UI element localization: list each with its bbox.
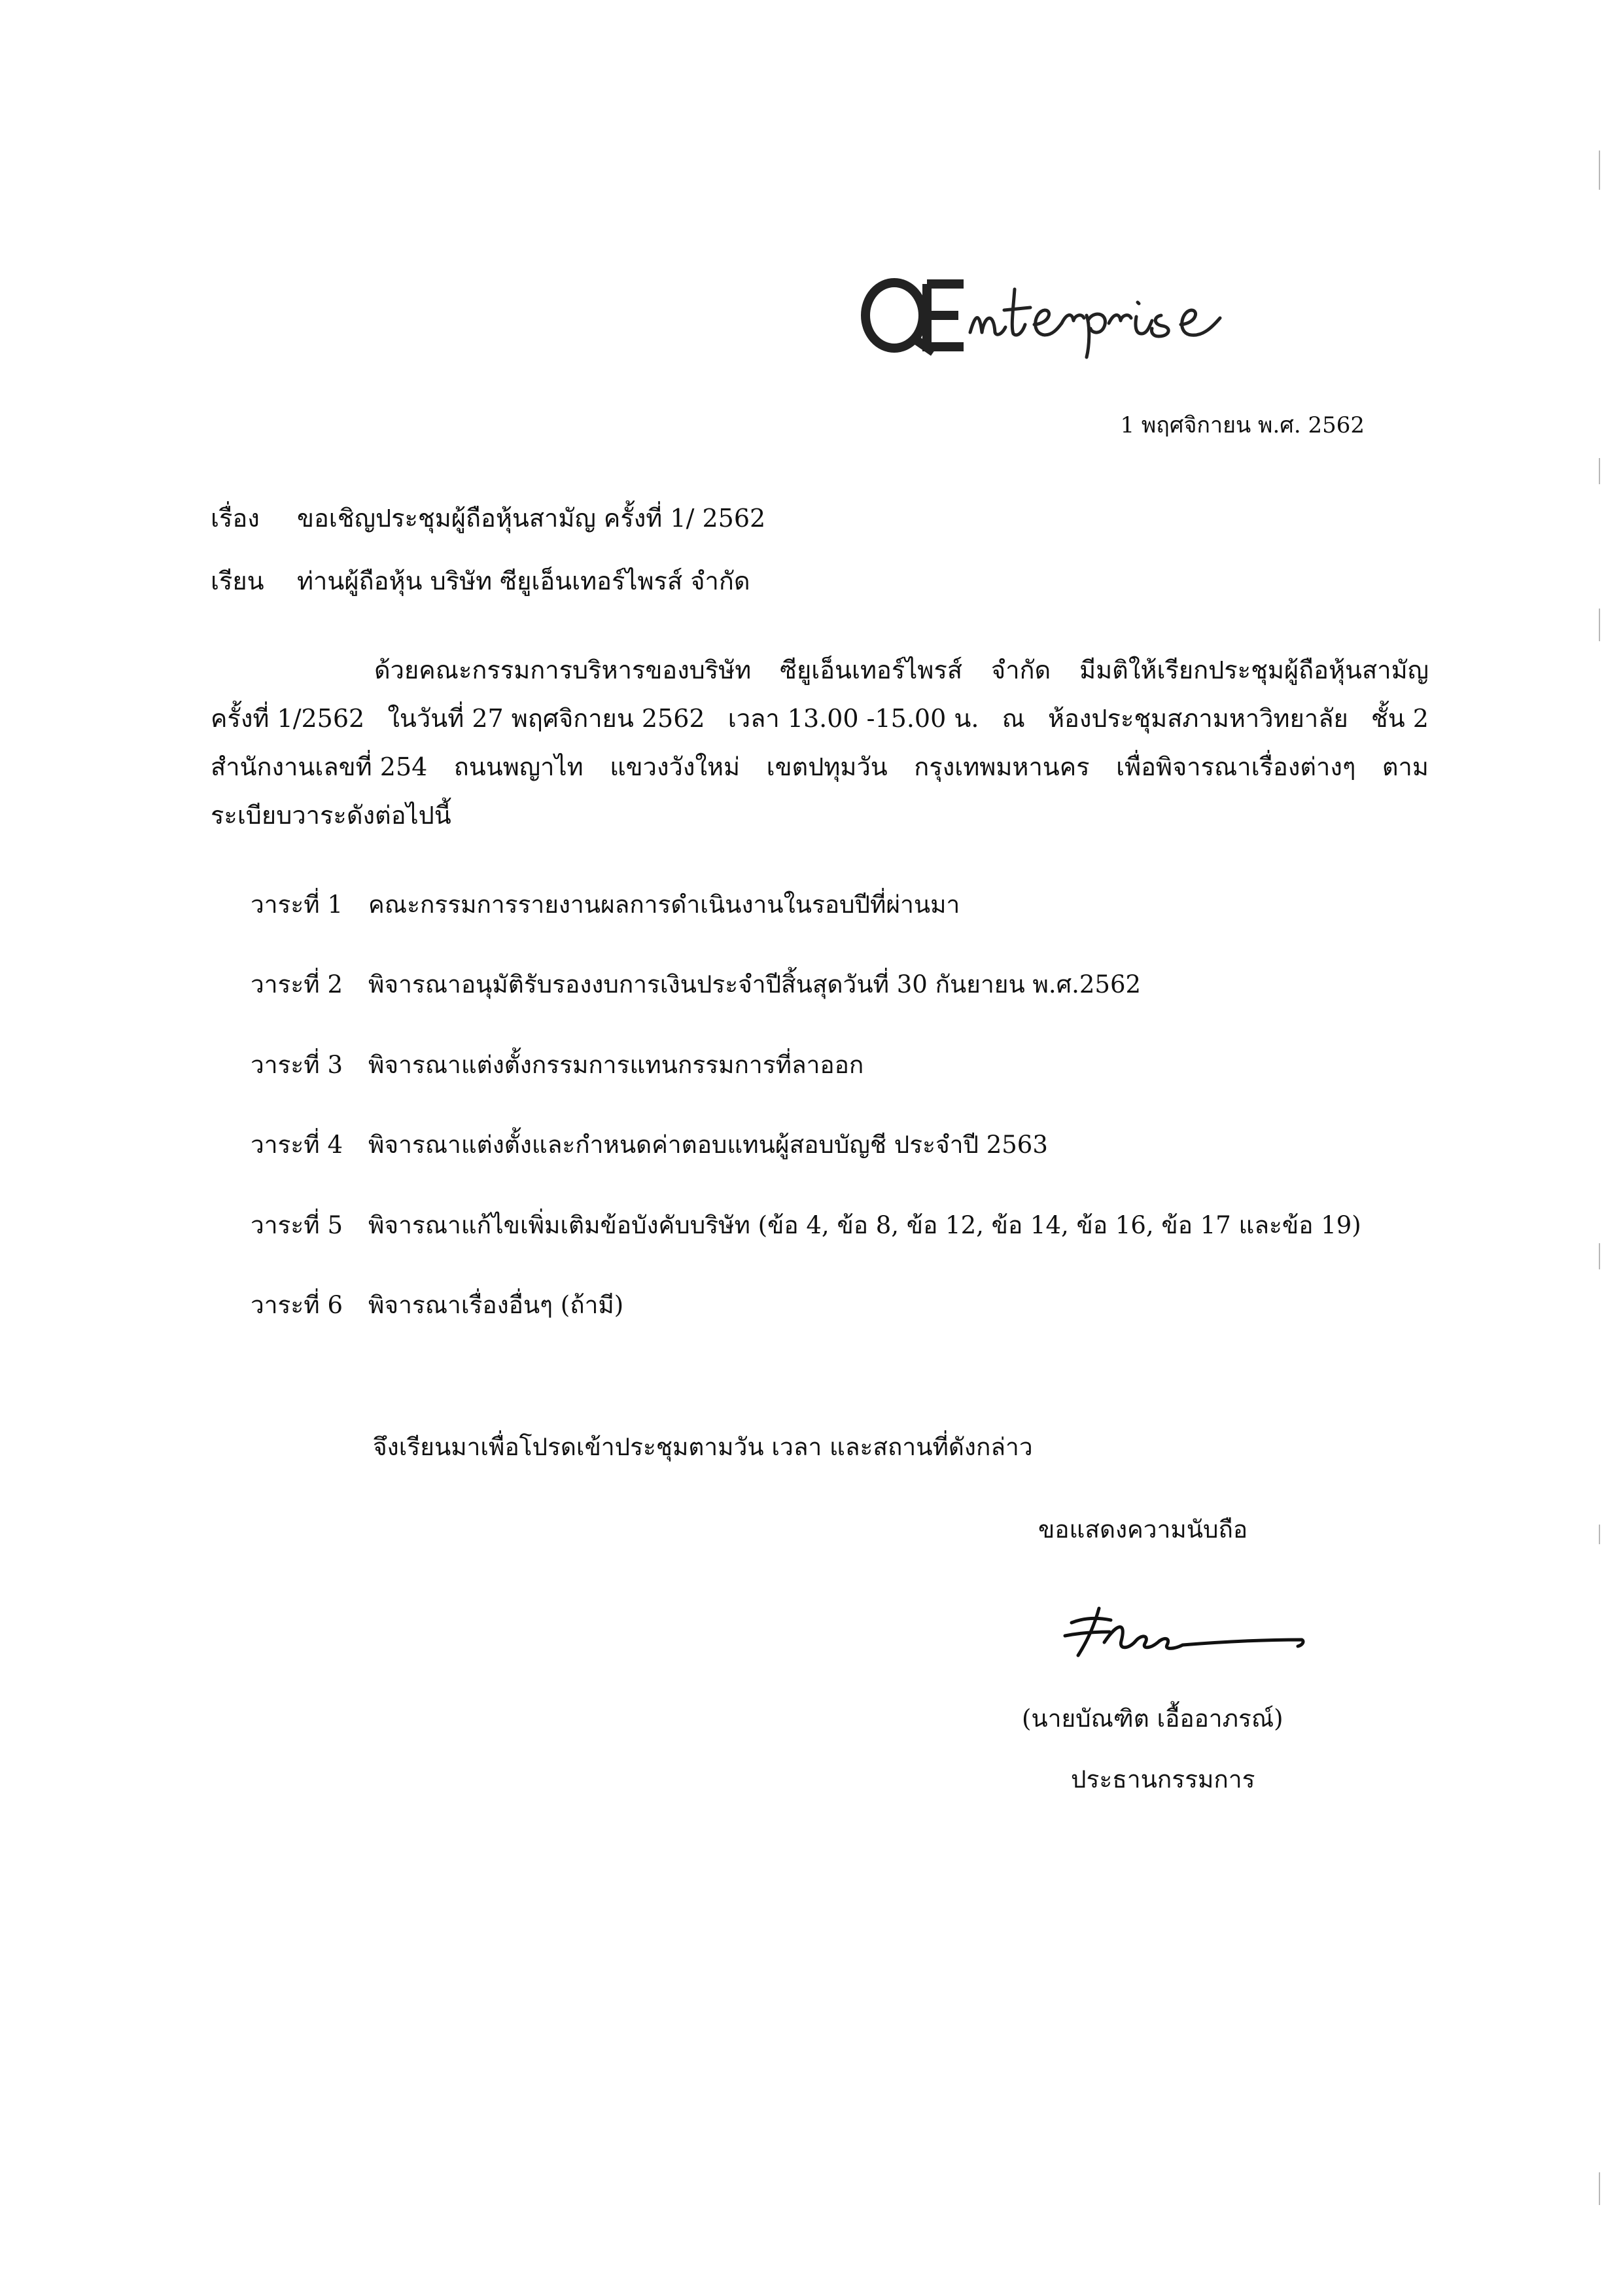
body-word: ในวันที่ 27 พฤศจิกายน 2562 — [387, 704, 705, 733]
agenda-number: วาระที่ 6 — [251, 1290, 343, 1319]
agenda-item — [251, 1049, 1361, 1129]
subject-text: ขอเชิญประชุมผู้ถือหุ้นสามัญ ครั้งที่ 1/ 2562 — [297, 504, 766, 533]
body-word: สำนักงานเลขที่ 254 — [211, 752, 428, 781]
body-word: ณ — [1002, 704, 1025, 733]
scan-edge-mark — [1599, 1525, 1600, 1544]
subject-label: เรื่อง — [211, 504, 260, 533]
body-word: ด้วยคณะกรรมการบริหารของบริษัท — [374, 656, 752, 684]
scan-edge-mark — [1599, 609, 1600, 641]
handwritten-signature — [1058, 1603, 1310, 1665]
body-word: ถนนพญาไท — [453, 752, 584, 781]
body-line-1 — [211, 646, 1429, 694]
body-word: เพื่อพิจารณาเรื่องต่างๆ — [1116, 752, 1356, 781]
agenda-list — [251, 889, 1361, 1369]
body-line-2 — [211, 694, 1429, 743]
recipient-text: ท่านผู้ถือหุ้น บริษัท ซียูเอ็นเทอร์ไพรส์ จำกัด — [297, 567, 750, 595]
scan-edge-mark — [1599, 150, 1600, 190]
scan-edge-mark — [1599, 1243, 1600, 1269]
scan-edge-mark — [1599, 458, 1600, 484]
body-word: จำกัด — [990, 656, 1051, 684]
scan-edge-mark — [1599, 2172, 1600, 2205]
body-paragraph — [211, 646, 1429, 839]
body-word: ครั้งที่ 1/2562 — [211, 704, 365, 733]
signer-title: ประธานกรรมการ — [1071, 1765, 1255, 1793]
logo-graphic — [854, 255, 1390, 360]
agenda-item — [251, 1209, 1361, 1289]
agenda-text: พิจารณาเรื่องอื่นๆ (ถ้ามี) — [368, 1290, 624, 1319]
body-word: ตาม — [1382, 752, 1429, 781]
body-line-4 — [211, 791, 1429, 839]
agenda-number: วาระที่ 3 — [251, 1050, 343, 1079]
agenda-number: วาระที่ 4 — [251, 1131, 343, 1159]
recipient-label: เรียน — [211, 567, 264, 595]
agenda-number: วาระที่ 1 — [251, 891, 343, 919]
agenda-item — [251, 1289, 1361, 1369]
body-word: เขตปทุมวัน — [766, 752, 888, 781]
agenda-text: พิจารณาแก้ไขเพิ่มเติมข้อบังคับบริษัท (ข้อ 4, ข้อ 8, ข้อ 12, ข้อ 14, ข้อ 16, ข้อ 17 และข้อ 19) — [368, 1210, 1361, 1239]
body-word: มีมติให้เรียกประชุมผู้ถือหุ้นสามัญ — [1079, 656, 1429, 684]
signature-graphic — [1058, 1603, 1310, 1665]
body-word: ซียูเอ็นเทอร์ไพรส์ — [780, 656, 963, 684]
agenda-item — [251, 968, 1361, 1048]
body-word: แขวงวังใหม่ — [610, 752, 741, 781]
recipient-line — [211, 565, 750, 597]
agenda-item — [251, 1129, 1361, 1209]
closing-sentence: จึงเรียนมาเพื่อโปรดเข้าประชุมตามวัน เวลา และสถานที่ดังกล่าว — [373, 1433, 1033, 1461]
regards-text: ขอแสดงความนับถือ — [1038, 1515, 1248, 1544]
body-word: ห้องประชุมสภามหาวิทยาลัย — [1047, 704, 1348, 733]
agenda-item — [251, 889, 1361, 968]
subject-line — [211, 502, 765, 535]
agenda-number: วาระที่ 5 — [251, 1210, 343, 1239]
body-word: ระเบียบวาระดังต่อไปนี้ — [211, 801, 451, 830]
body-word: ชั้น 2 — [1370, 704, 1429, 733]
agenda-text: พิจารณาแต่งตั้งกรรมการแทนกรรมการที่ลาออก — [368, 1050, 864, 1079]
signer-name: (นายบัณฑิต เอื้ออาภรณ์) — [1022, 1704, 1283, 1733]
body-word: กรุงเทพมหานคร — [914, 752, 1090, 781]
agenda-text: พิจารณาแต่งตั้งและกำหนดค่าตอบแทนผู้สอบบัญชี ประจำปี 2563 — [368, 1131, 1048, 1159]
agenda-text: พิจารณาอนุมัติรับรองงบการเงินประจำปีสิ้นสุดวันที่ 30 กันยายน พ.ศ.2562 — [368, 970, 1142, 999]
agenda-text: คณะกรรมการรายงานผลการดำเนินงานในรอบปีที่ผ่านมา — [368, 891, 960, 919]
agenda-number: วาระที่ 2 — [251, 970, 343, 999]
company-logo — [854, 255, 1390, 360]
letter-date: 1 พฤศจิกายน พ.ศ. 2562 — [1120, 412, 1365, 438]
body-line-3 — [211, 743, 1429, 791]
body-word: เวลา 13.00 -15.00 น. — [727, 704, 979, 733]
